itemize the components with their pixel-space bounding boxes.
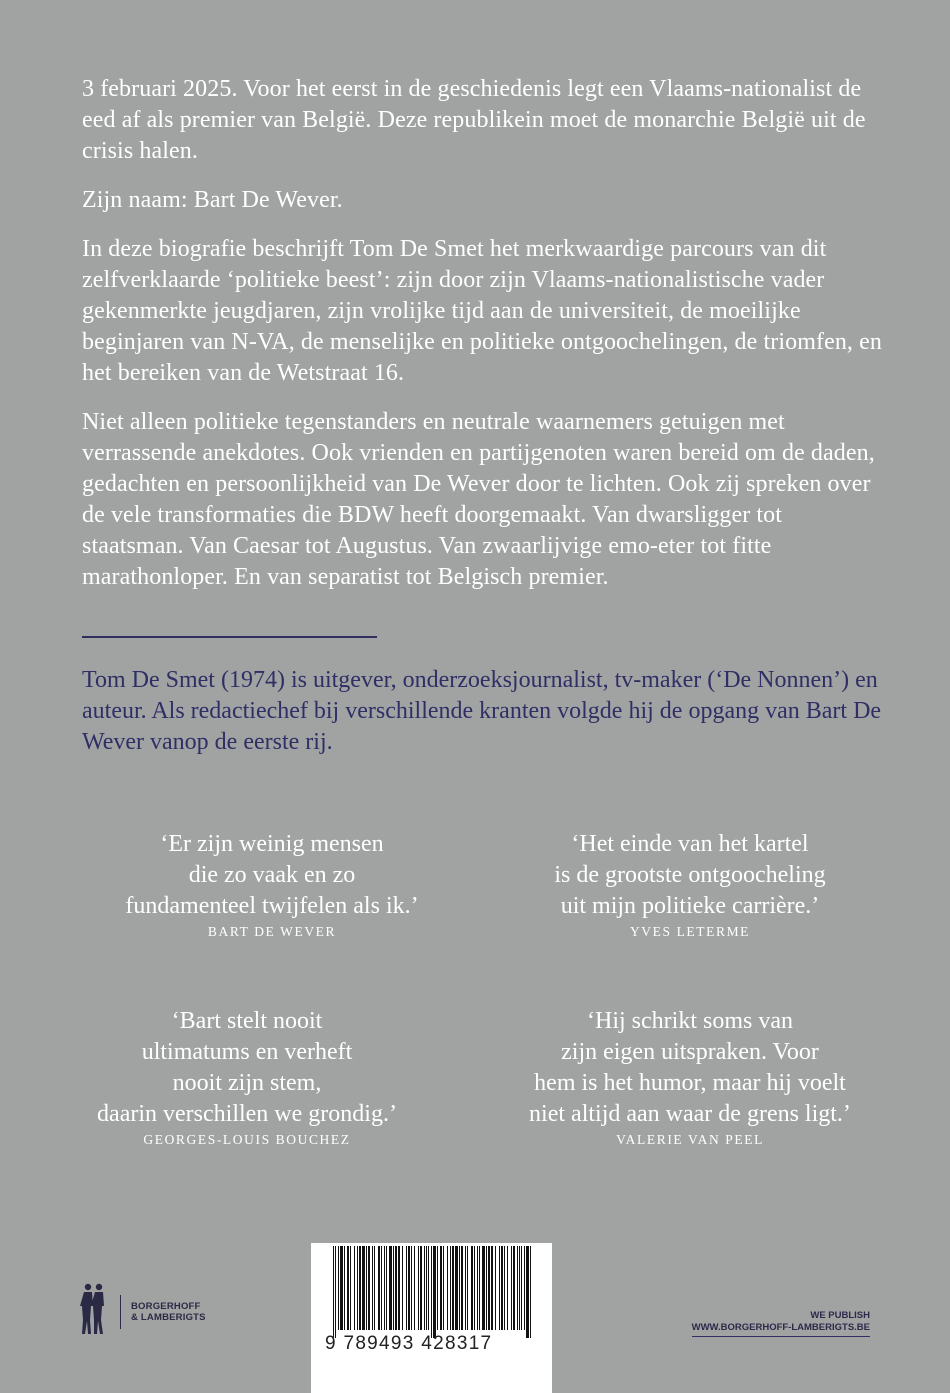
barcode-bar: [344, 1246, 345, 1330]
barcode-bar: [378, 1246, 380, 1330]
barcode-bar: [486, 1246, 487, 1330]
barcode-bar: [521, 1246, 522, 1330]
barcode-bar: [479, 1246, 480, 1330]
quote-attribution: YVES LETERME: [629, 924, 751, 939]
publisher-logo: [78, 1284, 206, 1340]
barcode-bar: [386, 1246, 387, 1330]
barcode-bar: [372, 1246, 373, 1330]
barcode-bar: [459, 1246, 460, 1330]
blurb-paragraph-1: 3 februari 2025. Voor het eerst in de geschiedenis legt een Vlaams-nationalist de eed af als premier van België. Deze republikein moet de monarchie België uit de crisis halen.: [82, 76, 866, 164]
blurb-paragraph-2: Zijn naam: Bart De Wever.: [82, 187, 343, 213]
two-men-walking-icon: [78, 1282, 108, 1343]
barcode-bar: [414, 1246, 415, 1330]
barcode-bar: [499, 1246, 500, 1330]
barcode-bar: [408, 1246, 410, 1330]
barcode-bar: [491, 1246, 493, 1330]
barcode: [311, 1243, 552, 1393]
barcode-bar: [482, 1246, 485, 1330]
logo-line-2: & LAMBERIGTS: [131, 1312, 206, 1323]
quote-attribution: BART DE WEVER: [207, 924, 337, 939]
barcode-bar: [513, 1246, 515, 1330]
publisher-url: WWW.BORGERHOFF-LAMBERIGTS.BE: [692, 1322, 870, 1338]
barcode-bar: [524, 1246, 525, 1330]
quote-text: ‘Hij schrikt soms van zijn eigen uitspraken. Voor hem is het humor, maar hij voelt niet altijd aan waar de grens ligt.’: [529, 1008, 851, 1127]
barcode-bar: [465, 1246, 466, 1330]
barcode-bar: [420, 1246, 422, 1330]
barcode-bar: [428, 1246, 429, 1330]
barcode-bar: [526, 1246, 529, 1338]
barcode-bar: [450, 1246, 451, 1330]
barcode-bar: [368, 1246, 370, 1330]
barcode-bar: [495, 1246, 496, 1330]
barcode-bar: [471, 1246, 473, 1330]
barcode-bar: [519, 1246, 520, 1330]
logo-line-1: BORGERHOFF: [131, 1301, 201, 1312]
quote-2: [490, 829, 890, 940]
barcode-bar: [488, 1246, 490, 1330]
barcode-bar: [406, 1246, 407, 1330]
barcode-bar: [366, 1246, 367, 1330]
blurb: [82, 74, 882, 611]
barcode-bar: [424, 1246, 425, 1330]
barcode-bar: [411, 1246, 412, 1330]
barcode-bar: [455, 1246, 458, 1330]
barcode-bar: [474, 1246, 475, 1330]
quote-text: ‘Er zijn weinig mensen die zo vaak en zo fundamenteel twijfelen als ik.’: [125, 831, 419, 919]
barcode-bar: [381, 1246, 382, 1330]
quote-3: [47, 1006, 447, 1148]
blurb-paragraph-3: In deze biografie beschrijft Tom De Smet het merkwaardige parcours van dit zelfverklaarde ‘politieke beest’: zijn door zijn Vlaams-nationalistische vader gekenmerkte jeugdjaren, zijn vrolijke tijd aan de universiteit, de moeilijke beginjaren van N-VA, de menselijke en politieke ontgoochelingen, de triomfen, en het bereiken van de Wetstraat 16.: [82, 236, 882, 386]
barcode-bar: [418, 1246, 419, 1330]
quote-attribution: VALERIE VAN PEEL: [616, 1132, 764, 1147]
logo-wordmark: [131, 1301, 206, 1323]
barcode-bar: [359, 1246, 361, 1330]
barcode-bar: [433, 1246, 436, 1338]
barcode-bar: [350, 1246, 351, 1330]
barcode-bar: [338, 1246, 339, 1330]
barcode-bar: [402, 1246, 403, 1330]
quote-attribution: GEORGES-LOUIS BOUCHEZ: [143, 1132, 351, 1147]
barcode-bar: [389, 1246, 392, 1330]
barcode-bar: [395, 1246, 397, 1330]
barcode-bar: [431, 1246, 432, 1338]
barcode-bar: [362, 1246, 365, 1330]
barcode-bar: [501, 1246, 503, 1330]
barcode-bar: [354, 1246, 355, 1330]
barcode-bar: [467, 1246, 468, 1330]
barcode-bar: [452, 1246, 454, 1330]
barcode-bar: [384, 1246, 385, 1330]
publisher-info: [692, 1310, 870, 1337]
barcode-bar: [447, 1246, 448, 1330]
barcode-bar: [511, 1246, 512, 1330]
barcode-bars: [333, 1246, 533, 1338]
barcode-bar: [340, 1246, 343, 1330]
barcode-bar: [374, 1246, 375, 1330]
barcode-bar: [357, 1246, 358, 1330]
barcode-bar: [347, 1246, 349, 1330]
quote-1: [72, 829, 472, 940]
barcode-bar: [393, 1246, 394, 1330]
publisher-tagline: WE PUBLISH: [810, 1310, 870, 1321]
barcode-bar: [335, 1246, 336, 1338]
barcode-bar: [426, 1246, 427, 1330]
barcode-bar: [443, 1246, 444, 1330]
barcode-bar: [530, 1246, 531, 1338]
barcode-bar: [440, 1246, 442, 1330]
logo-separator: [120, 1295, 121, 1329]
divider: [82, 636, 377, 638]
author-bio: Tom De Smet (1974) is uitgever, onderzoeksjournalist, tv-maker (‘De Nonnen’) en auteur. Als redactiechef bij verschillende kranten volgde hij de opgang van Bart De Wever vanop de eerste rij.: [82, 667, 882, 755]
barcode-bar: [333, 1246, 334, 1338]
barcode-bar: [504, 1246, 505, 1330]
quote-text: ‘Bart stelt nooit ultimatums en verheft nooit zijn stem, daarin verschillen we grondig.’: [97, 1008, 397, 1127]
barcode-bar: [477, 1246, 478, 1330]
barcode-bar: [461, 1246, 463, 1330]
quote-text: ‘Het einde van het kartel is de grootste ontgoocheling uit mijn politieke carrière.’: [554, 831, 826, 919]
barcode-bar: [507, 1246, 508, 1330]
quote-4: [490, 1006, 890, 1148]
barcode-bar: [398, 1246, 400, 1330]
barcode-bar: [437, 1246, 438, 1330]
blurb-paragraph-4: Niet alleen politieke tegenstanders en neutrale waarnemers getuigen met verrassende anekdotes. Ook vrienden en partijgenoten waren bereid om de daden, gedachten en persoonlijkheid van De Wever door te lichten. Ook zij spreken over de vele transformaties die BDW heeft doorgemaakt. Van dwarsligger tot staatsman. Van Caesar tot Augustus. Van zwaarlijvige emo-eter tot fitte marathonloper. En van separatist tot Belgisch premier.: [82, 409, 875, 590]
barcode-bar: [517, 1246, 518, 1330]
isbn-number: 9 789493 428317: [325, 1333, 493, 1354]
